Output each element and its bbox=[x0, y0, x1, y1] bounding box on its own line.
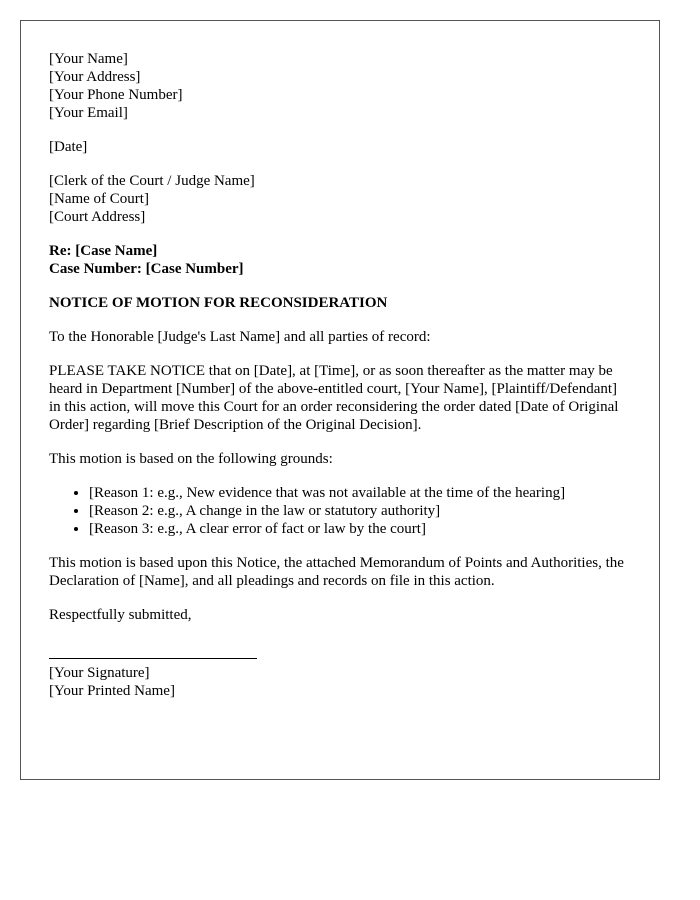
sender-email: [Your Email] bbox=[49, 105, 128, 121]
closing-line: Respectfully submitted, bbox=[49, 607, 192, 623]
sender-block bbox=[49, 50, 631, 122]
signature-label: [Your Signature] bbox=[49, 665, 150, 681]
sender-phone: [Your Phone Number] bbox=[49, 87, 183, 103]
recipient-court-address: [Court Address] bbox=[49, 209, 146, 225]
grounds-intro: This motion is based on the following grounds: bbox=[49, 451, 333, 467]
reasons-list bbox=[49, 484, 631, 538]
signature-line bbox=[49, 658, 257, 659]
sender-name: [Your Name] bbox=[49, 51, 128, 67]
recipient-court-name: [Name of Court] bbox=[49, 191, 149, 207]
list-item: • [Reason 1: e.g., New evidence that was not available at the time of the hearing] bbox=[89, 484, 631, 502]
signature-block bbox=[49, 664, 631, 700]
list-item: • [Reason 2: e.g., A change in the law or statutory authority] bbox=[89, 502, 631, 520]
notice-paragraph: PLEASE TAKE NOTICE that on [Date], at [Time], or as soon thereafter as the matter may be heard in Department [Number] of the above-entitled court, [Your Name], [Plaintiff/Defendant] in this action, will move this Court for an order reconsidering the order dated [Date of Original Order] regarding [Brief Description of the Original Decision]. bbox=[49, 363, 619, 433]
basis-paragraph: This motion is based upon this Notice, the attached Memorandum of Points and Authorities, the Declaration of [Name], and all pleadings and records on file in this action. bbox=[49, 555, 624, 589]
recipient-clerk: [Clerk of the Court / Judge Name] bbox=[49, 173, 255, 189]
case-name-line: Re: [Case Name] bbox=[49, 243, 158, 259]
reference-block bbox=[49, 242, 631, 278]
case-number-line: Case Number: [Case Number] bbox=[49, 261, 244, 277]
printed-name: [Your Printed Name] bbox=[49, 683, 175, 699]
document-heading: NOTICE OF MOTION FOR RECONSIDERATION bbox=[49, 295, 388, 311]
list-item: • [Reason 3: e.g., A clear error of fact or law by the court] bbox=[89, 520, 631, 538]
recipient-block bbox=[49, 172, 631, 226]
salutation: To the Honorable [Judge's Last Name] and all parties of record: bbox=[49, 329, 431, 345]
date-block bbox=[49, 138, 631, 156]
letter-page bbox=[20, 20, 660, 780]
letter-date: [Date] bbox=[49, 139, 88, 155]
sender-address: [Your Address] bbox=[49, 69, 141, 85]
